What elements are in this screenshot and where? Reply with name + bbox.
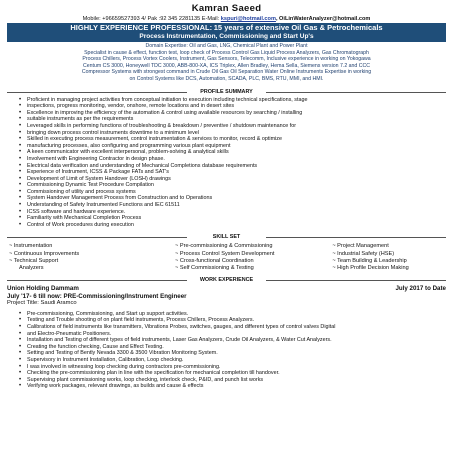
- list-item: • Pre-commissioning, Commissioning, and Start up support activities.: [27, 311, 446, 318]
- work-experience-heading: WORK EXPERIENCE: [7, 276, 446, 285]
- skill-set-grid: [7, 243, 446, 272]
- skill-item: ~ Instrumentation: [9, 243, 53, 250]
- company-name: Union Holding Dammam: [7, 285, 79, 293]
- skill-item: ~ Process Control System Development: [175, 250, 275, 257]
- skill-item: Analyzers: [19, 265, 44, 272]
- summary-line: Domain Expertise: Oil and Gas, LNG, Chemical Plant and Power Plant: [145, 43, 308, 49]
- list-item: • Excellence in improving the efficiency of the automation & control using available resources by searching / installing: [27, 110, 446, 117]
- summary-line: Compressor Systems with strongest command in Crude Oil Gas Oil Separation Water Online Instruments Expertise in working: [81, 69, 372, 76]
- list-item: • Understanding of Safety Instrumented Functions and IEC 61511: [27, 202, 446, 209]
- summary-line: Process Chillers, Process Vortex Coolers, Instrument, Gas Sensors, Telecomm, Inclusive experience in working on Yokogawa: [82, 56, 371, 63]
- banner-line-2: Process Instrumentation, Commissioning and Start Up's: [139, 33, 314, 40]
- employment-period: July 2017 to Date: [395, 285, 446, 293]
- summary-line: Specialist in cause & effect, function test, loop check of Process Control Gas Liquid Process Analyzers, Gas Chromatograph: [84, 49, 369, 56]
- banner-title-rest: 15 years of extensive Oil Gas & Petrochemicals: [213, 23, 383, 32]
- list-item: • Supervising plant commissioning works, loop checking, interlock check, P&ID, and punch list works: [27, 377, 446, 384]
- list-item: • Leveraged skills in performing functions of troubleshooting & breakdown / preventive / shutdown maintenance for: [27, 123, 446, 130]
- profile-summary-list: [7, 97, 446, 229]
- job-role: July '17- 6 till now: PRE-Commissioning/Instrument Engineer: [7, 292, 187, 300]
- list-item: • Setting and Testing of Bently Nevada 3300 & 3500 Vibration Monitoring System.: [27, 350, 446, 357]
- contact-line: [7, 15, 446, 23]
- list-item: • Testing and Trouble shooting of on plant field instruments, Process Chillers, Process Analyzers.: [27, 317, 446, 324]
- list-item: • Calibrations of field instruments like transmitters, Vibrations Probes, switches, gauges, and different types of control valves Digital: [27, 324, 446, 331]
- list-item: • manufacturing processes, also configuring and programming various plant equipment: [27, 143, 446, 150]
- list-item: • Development of Limit of System Handover (LOSH) drawings: [27, 176, 446, 183]
- summary-line: Centum CS 3000, Honeywell TDC 3000, ABB-800-XA, ICS Triplex, Allen Bradley, Hema Sella, Siemens version 7.2 and CCC: [83, 62, 370, 69]
- list-item: • I was involved in witnessing loop checking during contractors pre-commissioning.: [27, 364, 446, 371]
- list-item: • and Electro-Pneumatic Positioners.: [27, 331, 446, 338]
- skill-item: ~ Industrial Safety (HSE): [332, 250, 395, 257]
- skill-item: ~ Team Building & Leadership: [332, 257, 407, 264]
- work-duties-list: [7, 311, 446, 390]
- skill-item: ~ Pre-commissioning & Commissioning: [175, 243, 273, 250]
- project-title: Project Title: Saudi Aramco: [7, 300, 77, 307]
- list-item: • Electrical data verification and understanding of Mechanical Completions database requirements: [27, 163, 446, 170]
- list-item: • Installation and Testing of different types of field instruments, Laser Gas Analyzers, Crude Oil Analyzers, & Water Cut Analyzers.: [27, 337, 446, 344]
- list-item: • inspections, progress monitoring, vendor, onshore, remote locations and in desert sites: [27, 103, 446, 110]
- skill-item: ~ Self Commissioning & Testing: [175, 265, 254, 272]
- list-item: • System Handover Management Process from Construction and to Operations: [27, 195, 446, 202]
- list-item: • A keen communicator with excellent interpersonal, problem-solving & analytical skills: [27, 149, 446, 156]
- skill-item: ~ Cross-functional Coordination: [175, 257, 254, 264]
- banner-title: HIGHLY EXPERIENCE PROFESSIONAL:: [70, 23, 213, 32]
- skill-set-heading: SKILL SET: [7, 233, 446, 242]
- domain-summary: [7, 42, 446, 83]
- list-item: • suitable instruments as per the requirements: [27, 116, 446, 123]
- list-item: • Familiarity with Mechanical Completion Process: [27, 215, 446, 222]
- contact-suffix: , OiLinWaterAnalyzer@hotmail.com: [275, 16, 371, 22]
- resume-page: [7, 0, 446, 390]
- profile-summary-heading: PROFILE SUMMARY: [7, 88, 446, 97]
- list-item: • Checking the pre-commissioning plan in line with the specification for mechanical completion till handover.: [27, 370, 446, 377]
- skill-item: ~ Project Management: [332, 243, 389, 250]
- skill-item: ~ High Profile Decision Making: [332, 265, 409, 272]
- contact-prefix: Mobile: +96659527393 4/ Pak :92 345 2281135 E-Mail:: [82, 16, 220, 22]
- list-item: • Verifying work packages, relevant drawings, as builds and cause & effects: [27, 383, 446, 390]
- list-item: • Proficient in managing project activities from conceptual initiation to execution including technical specifications, stage: [27, 97, 446, 104]
- list-item: • Commissioning Dynamic Test Procedure Compilation: [27, 182, 446, 189]
- candidate-name: Kamran Saeed: [191, 3, 262, 14]
- list-item: • ICSS software and hardware experience.: [27, 209, 446, 216]
- summary-line: on Control Systems like DCS, Automation, SCADA, PLC, BMS, RTU, MMI, and HMI.: [129, 75, 324, 82]
- list-item: • Skilled in executing process measurement, control instrumentation & services to monitor, record & optimize: [27, 136, 446, 143]
- email-link[interactable]: kspuri@hotmail.com: [220, 16, 276, 22]
- list-item: • Control of Work procedures during execution: [27, 222, 446, 229]
- list-item: • Experience of Instrument, ICSS & Package FATs and SAT's: [27, 169, 446, 176]
- banner-line-1: [9, 24, 444, 33]
- list-item: • Involvement with Engineering Contractor in design phase.: [27, 156, 446, 163]
- headline-banner: [7, 23, 446, 42]
- skill-item: ~ Technical Support: [9, 257, 59, 264]
- employer-row: [7, 285, 446, 293]
- list-item: • Supervisory in Instrument Installation, Calibration, Loop checking.: [27, 357, 446, 364]
- list-item: • Commissioning of utility and process systems: [27, 189, 446, 196]
- list-item: • bringing down process control instruments downtime to a minimum level: [27, 130, 446, 137]
- skill-item: ~ Continuous Improvements: [9, 250, 80, 257]
- list-item: • Creating the function checking, Cause and Effect Testing.: [27, 344, 446, 351]
